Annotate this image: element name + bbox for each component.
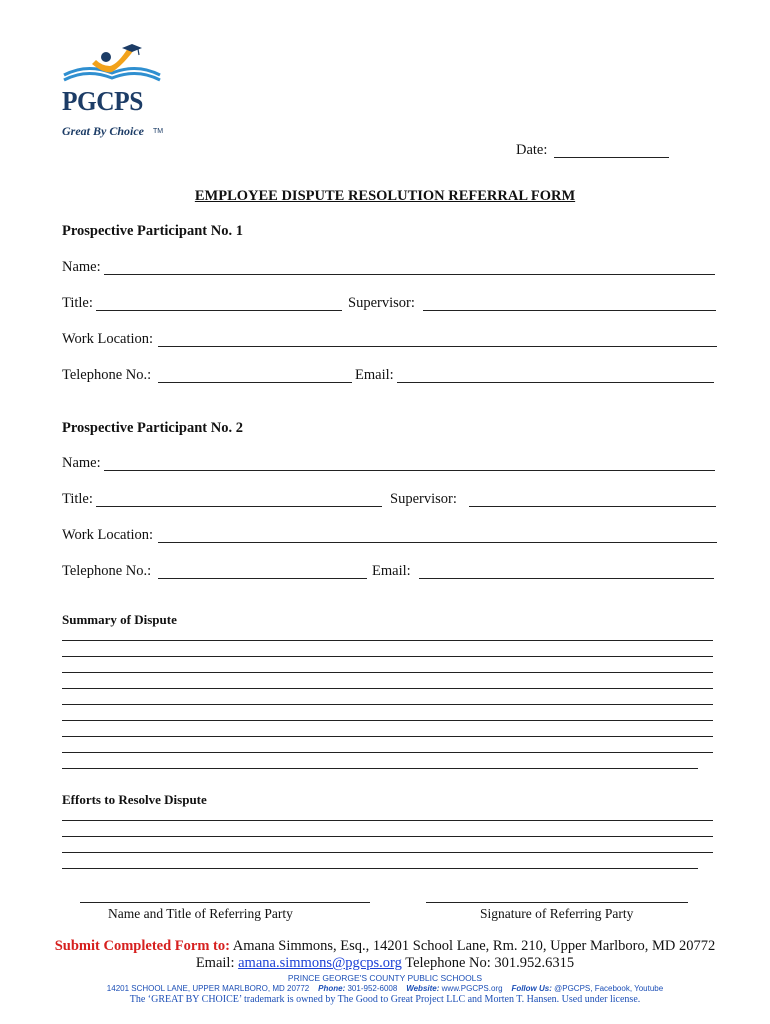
participant-2-title-label: Title: (62, 491, 93, 507)
submit-recipient: Amana Simmons, Esq., 14201 School Lane, Rm. 210, Upper Marlboro, MD 20772 (232, 938, 716, 954)
footer-website[interactable]: www.PGCPS.org (441, 984, 503, 993)
submit-label: Submit Completed Form to: (54, 938, 230, 954)
participant-1-telephone-field[interactable] (158, 382, 352, 383)
footer-website-label: Website: (406, 984, 440, 993)
trademark-symbol: TM (153, 128, 164, 135)
email-link[interactable]: amana.simmons@pgcps.org (238, 955, 402, 971)
participant-2-name-label: Name: (62, 455, 101, 471)
participant-1-supervisor-label: Supervisor: (348, 295, 415, 311)
summary-line[interactable] (62, 767, 698, 769)
participant-1-telephone-label: Telephone No.: (62, 367, 152, 383)
participant-2-work-location-label: Work Location: (62, 527, 154, 543)
participant-1-work-location-field[interactable] (158, 346, 717, 347)
footer-follow: @PGCPS, Facebook, Youtube (554, 984, 664, 993)
efforts-line[interactable] (62, 851, 713, 853)
participant-2-email-field[interactable] (419, 578, 714, 579)
participant-1-title-label: Title: (62, 295, 93, 311)
referring-party-signature-field[interactable] (426, 902, 688, 903)
footer-follow-label: Follow Us: (511, 984, 552, 993)
summary-line[interactable] (62, 703, 713, 705)
participant-2-heading: Prospective Participant No. 2 (62, 420, 243, 436)
participant-2-supervisor-label: Supervisor: (390, 491, 457, 507)
participant-1-email-label: Email: (355, 367, 394, 383)
form-title: EMPLOYEE DISPUTE RESOLUTION REFERRAL FORM (194, 188, 576, 204)
efforts-line[interactable] (62, 819, 713, 821)
date-field[interactable] (554, 157, 669, 158)
footer-phone-label: Phone: (318, 984, 346, 993)
summary-line[interactable] (62, 751, 713, 753)
participant-2-title-field[interactable] (96, 506, 382, 507)
org-name: PRINCE GEORGE'S COUNTY PUBLIC SCHOOLS (287, 973, 483, 983)
summary-line[interactable] (62, 719, 713, 721)
efforts-line[interactable] (62, 835, 713, 837)
summary-line[interactable] (62, 671, 713, 673)
trademark-notice: The ‘GREAT BY CHOICE’ trademark is owned by The Good to Great Project LLC and Morten T. Hansen. Used under license. (129, 994, 641, 1005)
participant-1-heading: Prospective Participant No. 1 (62, 223, 243, 239)
participant-1-supervisor-field[interactable] (423, 310, 716, 311)
telephone-text: Telephone No: 301.952.6315 (405, 955, 575, 971)
participant-2-work-location-field[interactable] (158, 542, 717, 543)
participant-1-name-field[interactable] (104, 274, 715, 275)
contact-line (0, 955, 770, 972)
footer-address: 14201 SCHOOL LANE, UPPER MARLBORO, MD 20772 (106, 984, 310, 993)
participant-2-telephone-field[interactable] (158, 578, 367, 579)
summary-heading: Summary of Dispute (62, 612, 177, 627)
referring-party-name-title-field[interactable] (80, 902, 370, 903)
footer-address-line (0, 984, 770, 993)
summary-line[interactable] (62, 655, 713, 657)
efforts-line[interactable] (62, 867, 698, 869)
summary-line[interactable] (62, 735, 713, 737)
summary-line[interactable] (62, 687, 713, 689)
footer-phone: 301-952-6008 (347, 984, 398, 993)
participant-1-work-location-label: Work Location: (62, 331, 154, 347)
efforts-heading: Efforts to Resolve Dispute (62, 792, 207, 807)
name-title-label: Name and Title of Referring Party (108, 906, 293, 921)
participant-2-supervisor-field[interactable] (469, 506, 716, 507)
email-label: Email: (195, 955, 235, 971)
participant-1-name-label: Name: (62, 259, 101, 275)
submit-instructions (0, 938, 770, 955)
participant-2-name-field[interactable] (104, 470, 715, 471)
participant-2-telephone-label: Telephone No.: (62, 563, 152, 579)
date-label: Date: (516, 142, 548, 158)
logo-tagline: Great By Choice (62, 124, 144, 138)
logo-wordmark: PGCPS (62, 86, 143, 116)
participant-2-email-label: Email: (372, 563, 411, 579)
participant-1-email-field[interactable] (397, 382, 714, 383)
summary-line[interactable] (62, 639, 713, 641)
participant-1-title-field[interactable] (96, 310, 342, 311)
signature-label: Signature of Referring Party (480, 906, 634, 921)
